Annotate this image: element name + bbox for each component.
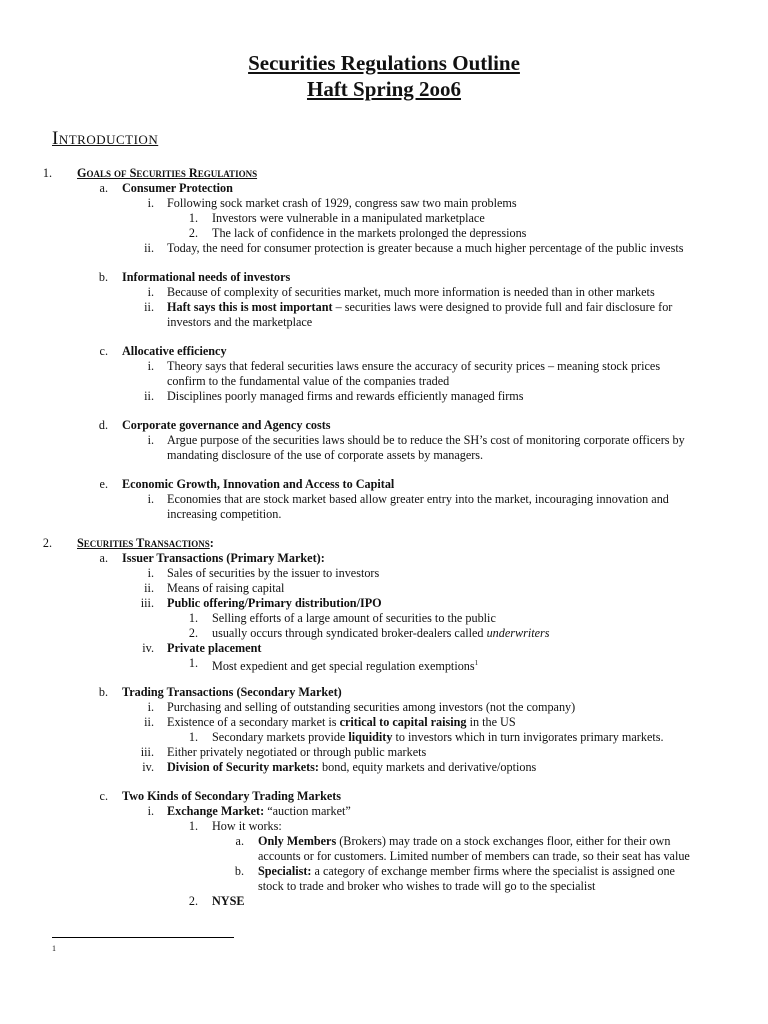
item-roman: iii.: [140, 745, 154, 759]
item-title: Two Kinds of Secondary Trading Markets: [122, 789, 342, 803]
item-text: Selling efforts of a large amount of securities to the public: [212, 611, 496, 625]
item-letter: c.: [99, 344, 108, 358]
item-text: The lack of confidence in the markets prolonged the depressions: [212, 226, 527, 240]
item-title: Issuer Transactions (Primary Market):: [122, 551, 325, 565]
item-title: Allocative efficiency: [122, 344, 227, 358]
item-text: [167, 760, 536, 775]
item-text: Investors were vulnerable in a manipulated marketplace: [212, 211, 485, 225]
item-text: Economies that are stock market based allow greater entry into the market, incouraging innovation and: [167, 492, 669, 506]
item-digit: 2.: [188, 894, 198, 908]
item-digit: 2.: [188, 626, 198, 640]
document-title: Securities Regulations Outline: [248, 51, 520, 75]
item-text: [167, 804, 351, 819]
outline-item: [0, 433, 768, 448]
item-roman: i.: [147, 804, 154, 818]
outline-item: [0, 804, 768, 819]
item-roman: iv.: [142, 641, 154, 655]
outline-item: [0, 626, 768, 641]
item-title: Informational needs of investors: [122, 270, 291, 284]
item-roman: i.: [147, 566, 154, 580]
outline-item-continuation: [0, 879, 768, 894]
item-letter: b.: [98, 685, 108, 699]
section-title-wrapper: [77, 536, 214, 551]
outline-item-1d: [0, 418, 768, 433]
item-text: [258, 864, 675, 879]
item-number: 2.: [42, 536, 52, 550]
emphasis: Division of Security markets:: [167, 760, 319, 774]
outline-item: [0, 864, 768, 879]
item-text-pre: Secondary markets provide: [212, 730, 349, 744]
italic-term: underwriters: [486, 626, 550, 640]
item-text: Means of raising capital: [167, 581, 285, 595]
item-text: NYSE: [212, 894, 245, 908]
item-text: accounts or for customers. Limited number of members can trade, so their seat has value: [258, 849, 690, 863]
outline-item: [0, 730, 768, 745]
item-roman: ii.: [144, 389, 154, 403]
item-number: 1.: [42, 166, 52, 180]
outline-item-continuation: [0, 849, 768, 864]
outline-item-2a: [0, 551, 768, 566]
item-text: Either privately negotiated or through public markets: [167, 745, 427, 759]
outline-item: [0, 715, 768, 730]
outline-item: [0, 834, 768, 849]
outline-item-1a: [0, 181, 768, 196]
item-roman: ii.: [144, 300, 154, 314]
outline-item: [0, 745, 768, 760]
outline-body: [0, 166, 768, 909]
item-roman: iv.: [142, 760, 154, 774]
section-title-goals: Goals of Securities Regulations: [77, 166, 258, 180]
item-roman: ii.: [144, 241, 154, 255]
item-text: Private placement: [167, 641, 262, 655]
item-text-rest: a category of exchange member firms where the specialist is assigned one: [311, 864, 675, 878]
item-text: [212, 656, 478, 674]
item-text: Sales of securities by the issuer to investors: [167, 566, 380, 580]
outline-item-1b: [0, 270, 768, 285]
outline-item-2: [0, 536, 768, 551]
item-text: Today, the need for consumer protection is greater because a much higher percentage of the public invests: [167, 241, 684, 255]
item-digit: 1.: [188, 611, 198, 625]
outline-item: [0, 389, 768, 404]
footnote-number: 1: [52, 944, 56, 953]
item-roman: i.: [147, 196, 154, 210]
item-letter: e.: [99, 477, 108, 491]
item-text: Following sock market crash of 1929, congress saw two main problems: [167, 196, 517, 210]
item-text-pre: usually occurs through syndicated broker-dealers called: [212, 626, 487, 640]
item-digit: 1.: [188, 730, 198, 744]
outline-item: [0, 760, 768, 775]
item-roman: i.: [147, 359, 154, 373]
outline-item: [0, 211, 768, 226]
item-roman: i.: [147, 700, 154, 714]
item-text-post: to investors which in turn invigorates primary markets.: [392, 730, 664, 744]
item-text: increasing competition.: [167, 507, 282, 521]
outline-item-continuation: [0, 374, 768, 389]
item-title: Trading Transactions (Secondary Market): [122, 685, 342, 699]
emphasis: Specialist:: [258, 864, 312, 878]
item-roman: ii.: [144, 581, 154, 595]
document-subtitle: Haft Spring 2oo6: [306, 77, 461, 101]
item-text: mandating disclosure of the use of corporate assets by managers.: [167, 448, 484, 462]
item-text-rest: (Brokers) may trade on a stock exchanges floor, either for their own: [336, 834, 671, 848]
item-roman: i.: [147, 285, 154, 299]
outline-item: [0, 656, 768, 674]
emphasis: Haft says this is most important: [167, 300, 333, 314]
outline-item: [0, 492, 768, 507]
outline-item: [0, 894, 768, 909]
outline-item-1: [0, 166, 768, 181]
item-letter-sub: b.: [234, 864, 244, 878]
outline-item: [0, 359, 768, 374]
emphasis: critical to capital raising: [339, 715, 467, 729]
item-text: Purchasing and selling of outstanding securities among investors (not the company): [167, 700, 576, 714]
item-text: Because of complexity of securities market, much more information is needed than in other markets: [167, 285, 655, 299]
outline-item: [0, 241, 768, 256]
outline-item: [0, 611, 768, 626]
item-title: Corporate governance and Agency costs: [122, 418, 331, 432]
item-digit: 1.: [188, 819, 198, 833]
item-text-rest: bond, equity markets and derivative/options: [319, 760, 537, 774]
emphasis: Exchange Market:: [167, 804, 265, 818]
item-title: Economic Growth, Innovation and Access to Capital: [122, 477, 395, 491]
outline-item: [0, 581, 768, 596]
outline-item: [0, 819, 768, 834]
item-letter: c.: [99, 789, 108, 803]
outline-item: [0, 641, 768, 656]
item-text-body: Most expedient and get special regulation exemptions: [212, 659, 475, 674]
emphasis: liquidity: [348, 730, 393, 744]
item-text: [212, 730, 664, 745]
item-letter: b.: [98, 270, 108, 284]
item-letter: a.: [99, 551, 108, 565]
outline-item-2c: [0, 789, 768, 804]
item-digit: 1.: [188, 211, 198, 225]
item-roman: ii.: [144, 715, 154, 729]
item-text-rest: – securities laws were designed to provide full and fair disclosure for: [332, 300, 673, 314]
item-text: [167, 715, 516, 730]
item-text: confirm to the fundamental value of the companies traded: [167, 374, 450, 388]
outline-item-1e: [0, 477, 768, 492]
outline-item: [0, 196, 768, 211]
item-text: stock to trade and broker who wishes to trade will go to the specialist: [258, 879, 596, 893]
item-roman: iii.: [140, 596, 154, 610]
item-text-rest: “auction market”: [264, 804, 351, 818]
item-text: [258, 834, 670, 849]
outline-item-continuation: [0, 448, 768, 463]
outline-item: [0, 566, 768, 581]
item-text-post: in the US: [466, 715, 516, 729]
item-letter: a.: [99, 181, 108, 195]
item-text: Disciplines poorly managed firms and rewards efficiently managed firms: [167, 389, 524, 403]
item-letter: d.: [98, 418, 108, 432]
outline-item-continuation: [0, 507, 768, 522]
outline-item-1c: [0, 344, 768, 359]
item-text: Public offering/Primary distribution/IPO: [167, 596, 382, 610]
outline-item: [0, 700, 768, 715]
outline-item: [0, 300, 768, 315]
item-text: [167, 300, 672, 315]
title-colon: :: [209, 536, 214, 550]
outline-item: [0, 596, 768, 611]
item-text: investors and the marketplace: [167, 315, 313, 329]
item-text: [212, 626, 550, 641]
emphasis: Only Members: [258, 834, 337, 848]
section-title-transactions: Securities Transactions: [77, 536, 210, 550]
footnote-separator: [52, 937, 234, 938]
item-digit: 2.: [188, 226, 198, 240]
item-text: How it works:: [212, 819, 282, 833]
item-title: Consumer Protection: [122, 181, 233, 195]
item-text: Theory says that federal securities laws ensure the accuracy of security prices – meaning stock prices: [167, 359, 661, 373]
outline-item-continuation: [0, 315, 768, 330]
item-roman: i.: [147, 433, 154, 447]
item-letter-sub: a.: [235, 834, 244, 848]
footnote-ref[interactable]: 1: [474, 659, 479, 667]
outline-item: [0, 285, 768, 300]
section-heading-introduction: Introduction: [52, 128, 159, 149]
outline-item: [0, 226, 768, 241]
item-text: Argue purpose of the securities laws should be to reduce the SH’s cost of monitoring corporate officers by: [167, 433, 685, 447]
item-text-pre: Existence of a secondary market is: [167, 715, 340, 729]
item-roman: i.: [147, 492, 154, 506]
outline-item-2b: [0, 685, 768, 700]
item-digit: 1.: [188, 656, 198, 670]
